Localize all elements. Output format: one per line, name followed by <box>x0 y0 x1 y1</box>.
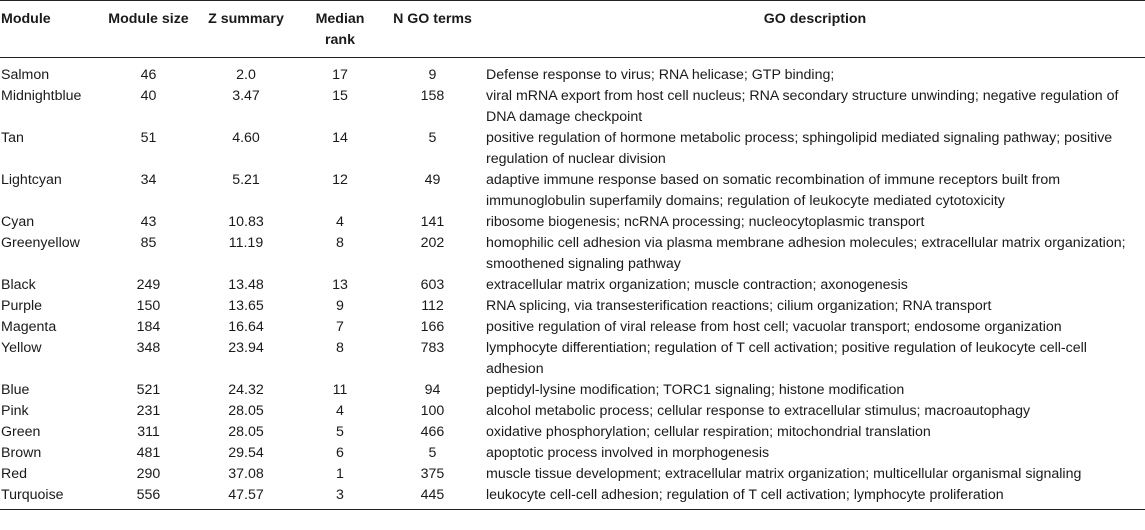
cell-z-summary: 10.83 <box>228 214 264 230</box>
cell-z-summary: 13.65 <box>228 298 264 314</box>
cell-go-description: positive regulation of viral release from host cell; vacuolar transport; endosome organization <box>486 319 1062 335</box>
cell-n-go-terms: 94 <box>424 382 441 398</box>
cell-go-description: positive regulation of hormone metabolic process; sphingolipid mediated signaling pathway; positive regulation of nuclear division <box>486 130 1113 167</box>
cell-module: Turquoise <box>1 487 64 503</box>
cell-module: Pink <box>1 403 29 419</box>
header-z-summary: Z summary <box>197 1 295 58</box>
cell-median-rank: 9 <box>336 298 344 314</box>
table-row <box>0 86 1145 128</box>
cell-median-rank: 17 <box>332 67 348 83</box>
cell-z-summary: 13.48 <box>228 277 264 293</box>
cell-z-summary: 28.05 <box>228 403 264 419</box>
cell-z-summary: 23.94 <box>228 340 264 356</box>
table-header <box>0 1 1145 58</box>
cell-z-summary: 11.19 <box>228 235 264 251</box>
cell-n-go-terms: 49 <box>424 172 441 188</box>
cell-module: Brown <box>1 445 42 461</box>
cell-module: Lightcyan <box>1 172 62 188</box>
table-row <box>0 296 1145 317</box>
cell-median-rank: 6 <box>336 445 344 461</box>
header-row <box>0 1 1145 58</box>
cell-module-size: 481 <box>136 445 161 461</box>
cell-n-go-terms: 202 <box>420 235 445 251</box>
cell-module: Tan <box>1 130 24 146</box>
cell-go-description: peptidyl-lysine modification; TORC1 signaling; histone modification <box>486 382 905 398</box>
table-row <box>0 401 1145 422</box>
cell-z-summary: 16.64 <box>228 319 264 335</box>
cell-median-rank: 4 <box>336 214 344 230</box>
cell-median-rank: 5 <box>336 424 344 440</box>
cell-n-go-terms: 166 <box>420 319 445 335</box>
cell-z-summary: 28.05 <box>228 424 264 440</box>
header-module-size: Module size <box>100 1 197 58</box>
cell-go-description: muscle tissue development; extracellular matrix organization; multicellular organismal signaling <box>486 466 1082 482</box>
table-row <box>0 317 1145 338</box>
cell-median-rank: 8 <box>336 340 344 356</box>
cell-module-size: 85 <box>140 235 157 251</box>
cell-z-summary: 5.21 <box>232 172 260 188</box>
cell-module: Cyan <box>1 214 35 230</box>
cell-n-go-terms: 158 <box>420 88 445 104</box>
cell-go-description: alcohol metabolic process; cellular response to extracellular stimulus; macroautophagy <box>486 403 1031 419</box>
cell-module: Midnightblue <box>1 88 82 104</box>
cell-go-description: adaptive immune response based on somatic recombination of immune receptors built from immunoglobulin superfamily domains; regulation of leukocyte mediated cytotoxicity <box>486 172 1061 209</box>
cell-go-description: homophilic cell adhesion via plasma membrane adhesion molecules; extracellular matrix organization; smoothened signaling pathway <box>486 235 1126 272</box>
cell-z-summary: 29.54 <box>228 445 264 461</box>
cell-z-summary: 2.0 <box>236 67 256 83</box>
cell-module-size: 150 <box>136 298 161 314</box>
table-row <box>0 275 1145 296</box>
cell-n-go-terms: 603 <box>420 277 445 293</box>
cell-median-rank: 4 <box>336 403 344 419</box>
cell-module-size: 231 <box>136 403 161 419</box>
table-row <box>0 443 1145 464</box>
cell-go-description: extracellular matrix organization; muscle contraction; axonogenesis <box>486 277 908 293</box>
cell-n-go-terms: 112 <box>421 298 444 314</box>
cell-module: Salmon <box>1 67 50 83</box>
cell-go-description: ribosome biogenesis; ncRNA processing; nucleocytoplasmic transport <box>486 214 925 230</box>
table-body <box>0 58 1145 510</box>
cell-module-size: 556 <box>136 487 161 503</box>
cell-n-go-terms: 783 <box>420 340 445 356</box>
header-go-description: GO description <box>480 1 1145 58</box>
cell-module-size: 521 <box>136 382 161 398</box>
cell-module: Purple <box>1 298 43 314</box>
cell-z-summary: 47.57 <box>228 487 264 503</box>
cell-module-size: 311 <box>137 424 160 440</box>
cell-go-description: viral mRNA export from host cell nucleus; RNA secondary structure unwinding; negative regulation of DNA damage checkpoint <box>486 88 1119 125</box>
table-row <box>0 58 1145 87</box>
cell-go-description: oxidative phosphorylation; cellular respiration; mitochondrial translation <box>486 424 931 440</box>
cell-module-size: 46 <box>140 67 157 83</box>
cell-module-size: 290 <box>136 466 161 482</box>
cell-module: Red <box>1 466 28 482</box>
cell-module-size: 348 <box>136 340 161 356</box>
cell-median-rank: 1 <box>336 466 344 482</box>
cell-n-go-terms: 9 <box>428 67 437 83</box>
cell-module: Yellow <box>1 340 42 356</box>
cell-z-summary: 24.32 <box>228 382 264 398</box>
cell-n-go-terms: 100 <box>420 403 445 419</box>
cell-module-size: 249 <box>136 277 161 293</box>
cell-n-go-terms: 5 <box>428 445 437 461</box>
cell-median-rank: 8 <box>336 235 344 251</box>
cell-median-rank: 3 <box>336 487 344 503</box>
cell-module-size: 184 <box>136 319 161 335</box>
table-row <box>0 422 1145 443</box>
cell-module-size: 40 <box>140 88 157 104</box>
table-row <box>0 128 1145 170</box>
table-row <box>0 233 1145 275</box>
cell-module-size: 51 <box>140 130 157 146</box>
table-row <box>0 170 1145 212</box>
cell-n-go-terms: 445 <box>420 487 445 503</box>
header-module: Module <box>0 1 100 58</box>
cell-go-description: RNA splicing, via transesterification reactions; cilium organization; RNA transport <box>486 298 992 314</box>
header-median-rank: Median rank <box>295 1 385 58</box>
cell-z-summary: 37.08 <box>228 466 264 482</box>
cell-median-rank: 13 <box>332 277 348 293</box>
cell-go-description: lymphocyte differentiation; regulation of T cell activation; positive regulation of leukocyte cell-cell adhesion <box>486 340 1087 377</box>
table-row <box>0 485 1145 510</box>
cell-median-rank: 15 <box>332 88 348 104</box>
cell-median-rank: 11 <box>332 382 348 398</box>
cell-module: Magenta <box>1 319 57 335</box>
cell-z-summary: 4.60 <box>232 130 260 146</box>
cell-z-summary: 3.47 <box>232 88 260 104</box>
table-row <box>0 212 1145 233</box>
cell-go-description: leukocyte cell-cell adhesion; regulation of T cell activation; lymphocyte proliferation <box>486 487 1004 503</box>
header-n-go-terms: N GO terms <box>385 1 480 58</box>
cell-module: Blue <box>1 382 30 398</box>
table-row <box>0 464 1145 485</box>
cell-go-description: apoptotic process involved in morphogenesis <box>486 445 770 461</box>
cell-n-go-terms: 141 <box>420 214 445 230</box>
table-row <box>0 380 1145 401</box>
table-row <box>0 338 1145 380</box>
cell-n-go-terms: 375 <box>420 466 445 482</box>
cell-module: Green <box>1 424 41 440</box>
cell-module: Greenyellow <box>1 235 80 251</box>
cell-module-size: 43 <box>140 214 157 230</box>
cell-module: Black <box>1 277 36 293</box>
cell-median-rank: 12 <box>332 172 348 188</box>
cell-n-go-terms: 5 <box>428 130 437 146</box>
cell-median-rank: 7 <box>336 319 344 335</box>
cell-go-description: Defense response to virus; RNA helicase; GTP binding; <box>486 67 835 83</box>
cell-n-go-terms: 466 <box>420 424 445 440</box>
cell-module-size: 34 <box>140 172 157 188</box>
cell-median-rank: 14 <box>332 130 348 146</box>
